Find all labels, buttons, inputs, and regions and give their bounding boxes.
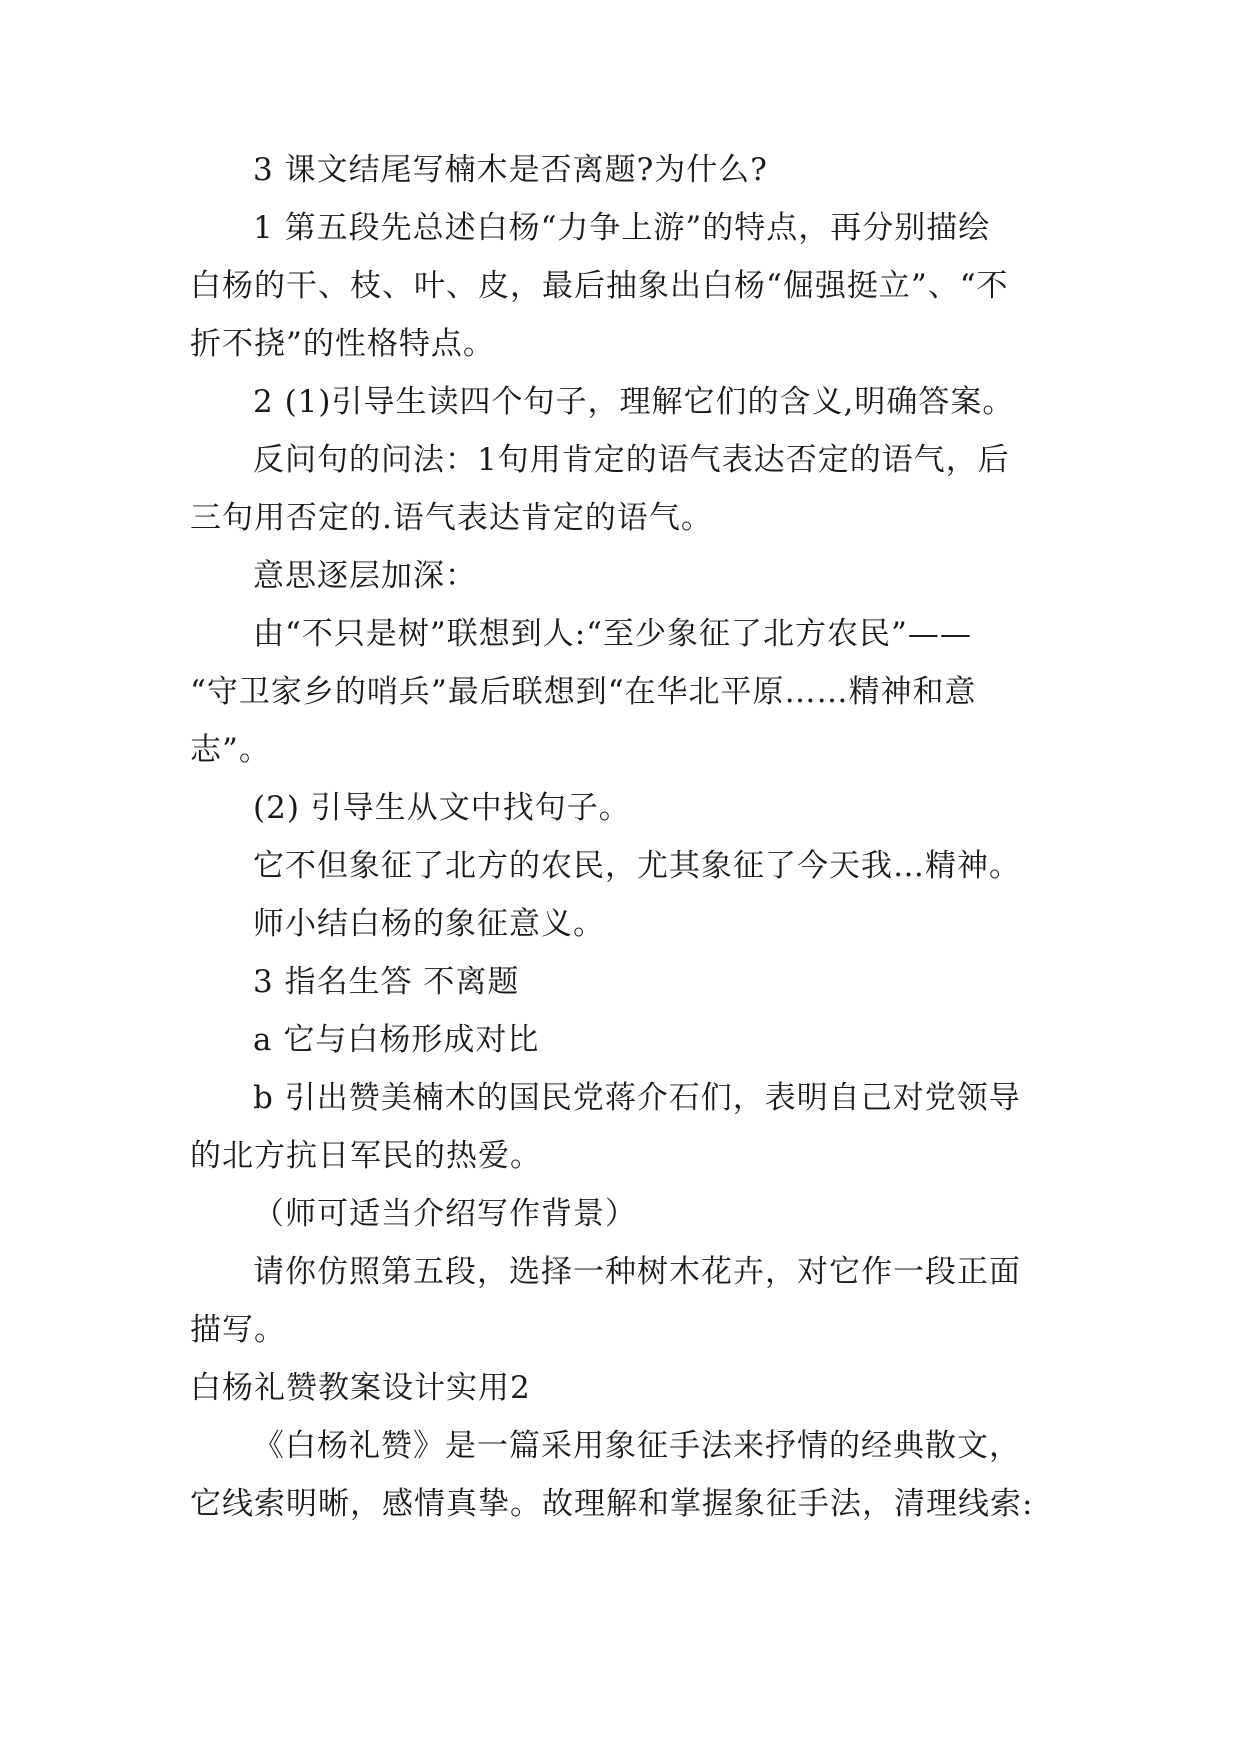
text-line-12: (2) 引导生从文中找句子。 [253,790,631,826]
text-line-3: 白杨的干、枝、叶、皮，最后抽象出白杨“倔强挺立”、“不 [190,268,1009,304]
text-line-9: 由“不只是树”联想到人:“至少象征了北方农民”—— [253,616,972,652]
text-line-6: 反问句的问法：1句用肯定的语气表达否定的语气，后 [253,442,1010,478]
text-line-13: 它不但象征了北方的农民，尤其象征了今天我…精神。 [253,848,1021,884]
text-line-4: 折不挠”的性格特点。 [190,326,495,362]
text-line-8: 意思逐层加深： [253,558,477,594]
text-line-17: b 引出赞美楠木的国民党蒋介石们，表明自己对党领导 [253,1080,1021,1116]
text-line-7: 三句用否定的.语气表达肯定的语气。 [190,500,713,536]
text-line-10: “守卫家乡的哨兵”最后联想到“在华北平原……精神和意 [190,674,977,710]
text-line-21: 描写。 [190,1312,286,1348]
text-line-16: a 它与白杨形成对比 [253,1022,540,1058]
text-line-14: 师小结白杨的象征意义。 [253,906,605,942]
text-line-15: 3 指名生答 不离题 [253,964,520,1000]
text-line-1: 3 课文结尾写楠木是否离题?为什么? [253,152,768,188]
text-line-5: 2 (1)引导生读四个句子，理解它们的含义,明确答案。 [253,384,1015,420]
text-line-23: 《白杨礼赞》是一篇采用象征手法来抒情的经典散文， [253,1428,1021,1464]
section-heading: 白杨礼赞教案设计实用2 [190,1370,531,1406]
text-line-24: 它线索明晰，感情真挚。故理解和掌握象征手法，清理线索: [190,1486,1034,1522]
text-line-11: 志”。 [190,732,271,768]
text-line-20: 请你仿照第五段，选择一种树木花卉，对它作一段正面 [253,1254,1021,1290]
text-line-18: 的北方抗日军民的热爱。 [190,1138,542,1174]
text-line-19: （师可适当介绍写作背景） [253,1196,637,1232]
text-line-2: 1 第五段先总述白杨“力争上游”的特点，再分别描绘 [253,210,991,246]
